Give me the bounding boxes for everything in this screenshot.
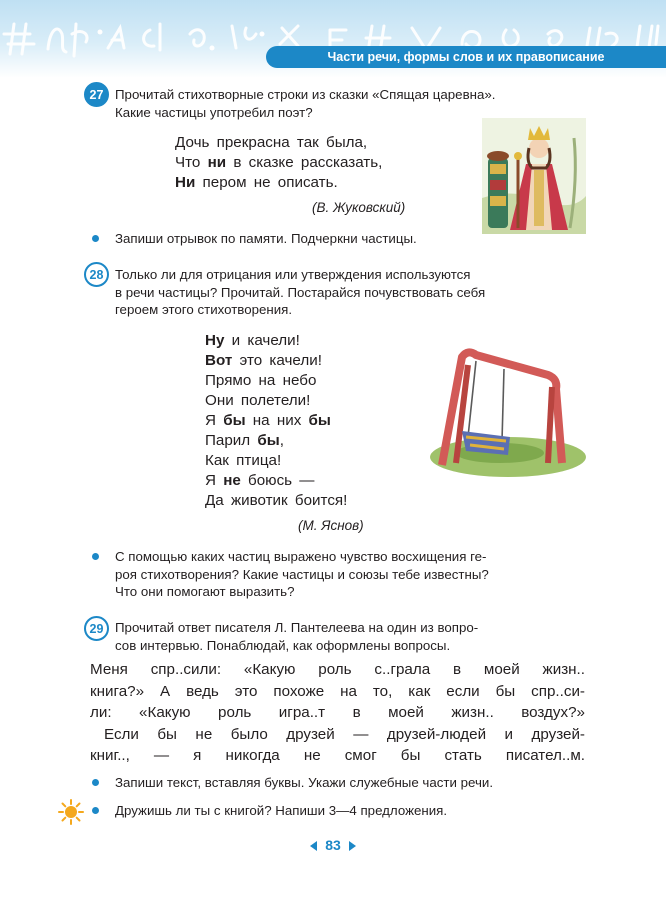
section-title: Части речи, формы слов и их правописание (266, 46, 666, 68)
bullet-marker (92, 553, 99, 560)
poem-line (205, 411, 331, 431)
task-line: героем этого стихотворения. (115, 302, 293, 317)
poem-text: Я (205, 472, 224, 489)
task-line: Только ли для отрицания или утверждения используются (115, 267, 471, 282)
particle-bold: бы (257, 432, 280, 449)
poem-text: это качели! (232, 352, 322, 369)
text-line: Если бы не было друзей — друзей-людей и друзей- (104, 725, 585, 743)
poem-line (205, 371, 316, 391)
task-line: роя стихотворения? Какие частицы и союзы тебе известны? (115, 566, 489, 582)
poem-text: Прямо на небо (205, 372, 317, 389)
poem-line (205, 351, 322, 371)
poem-line (205, 331, 300, 351)
poem-text: пером не описать. (195, 174, 338, 191)
exercise-28-bullet (115, 548, 585, 601)
poem-text: Дочь прекрасна так была, (175, 134, 368, 151)
poem-line (205, 491, 347, 511)
poem-text: Они полетели! (205, 392, 311, 409)
particle-bold: Вот (205, 352, 233, 369)
poem-text: Я (205, 412, 224, 429)
particle-bold: Ни (175, 174, 196, 191)
bullet-marker (92, 807, 99, 814)
poem-text: в сказке рассказать, (226, 154, 383, 171)
poem-text: , (279, 432, 284, 449)
poem-text: Как птица! (205, 452, 282, 469)
princess-illustration (482, 118, 586, 234)
text-line: Меня спр..сили: «Какую роль с..грала в моей жизн.. (90, 661, 585, 678)
task-line: Какие частицы употребил поэт? (115, 104, 313, 120)
page-number-value: 83 (325, 837, 341, 853)
particle-bold: Ну (205, 332, 225, 349)
page-number (0, 837, 666, 853)
sun-icon (58, 799, 84, 825)
header-band (0, 0, 666, 78)
poem-text: и качели! (224, 332, 300, 349)
poem-line (205, 431, 284, 451)
prev-page-arrow-icon[interactable] (310, 841, 317, 851)
poem-line (205, 451, 281, 471)
poem-text: Что (175, 154, 208, 171)
particle-bold: бы (223, 412, 246, 429)
task-line: сов интервью. Понаблюдай, как оформлены вопросы. (115, 637, 451, 653)
poem-line (205, 391, 310, 411)
exercise-number-28: 28 (84, 262, 109, 287)
poem-text: боюсь — (240, 472, 315, 489)
poem-text: Парил (205, 432, 258, 449)
particle-bold: не (223, 472, 241, 489)
exercise-28-author: (М. Яснов) (298, 518, 364, 533)
exercise-27-bullet: Запиши отрывок по памяти. Подчеркни частицы. (115, 231, 417, 246)
exercise-29-task (115, 619, 585, 654)
particle-bold: ни (207, 154, 227, 171)
poem-line (175, 153, 382, 173)
poem-line (175, 133, 367, 153)
poem-text: Да животик боится! (205, 492, 348, 509)
swing-illustration (428, 345, 588, 480)
particle-bold: бы (308, 412, 331, 429)
task-line: Прочитай ответ писателя Л. Пантелеева на один из вопро- (115, 620, 479, 635)
task-line: в речи частицы? Прочитай. Постарайся почувствовать себя (115, 284, 486, 300)
task-line: Прочитай стихотворные строки из сказки «Спящая царевна». (115, 87, 496, 102)
exercise-28-task (115, 266, 585, 319)
exercise-27-author: (В. Жуковский) (312, 200, 406, 215)
bullet-marker (92, 235, 99, 242)
bullet-marker (92, 779, 99, 786)
exercise-number-29: 29 (84, 616, 109, 641)
poem-text: на них (245, 412, 309, 429)
poem-line (205, 471, 314, 491)
exercise-29-bullet-1: Запиши текст, вставляя буквы. Укажи служебные части речи. (115, 775, 494, 790)
exercise-27-task (115, 86, 585, 121)
exercise-29-bullet-2: Дружишь ли ты с книгой? Напиши 3—4 предложения. (115, 803, 448, 818)
task-line: С помощью каких частиц выражено чувство восхищения ге- (115, 549, 487, 564)
task-line: Что они помогают выразить? (115, 584, 295, 599)
text-line: книга?» А ведь это похоже на то, как если бы спр..си- (90, 682, 585, 700)
text-line: книг.., — я никогда не смог бы стать писател..м. (90, 747, 585, 764)
poem-line (175, 173, 338, 193)
text-line: ли: «Какую роль игра..т в моей жизн.. воздух?» (90, 704, 585, 721)
next-page-arrow-icon[interactable] (349, 841, 356, 851)
exercise-number-27: 27 (84, 82, 109, 107)
